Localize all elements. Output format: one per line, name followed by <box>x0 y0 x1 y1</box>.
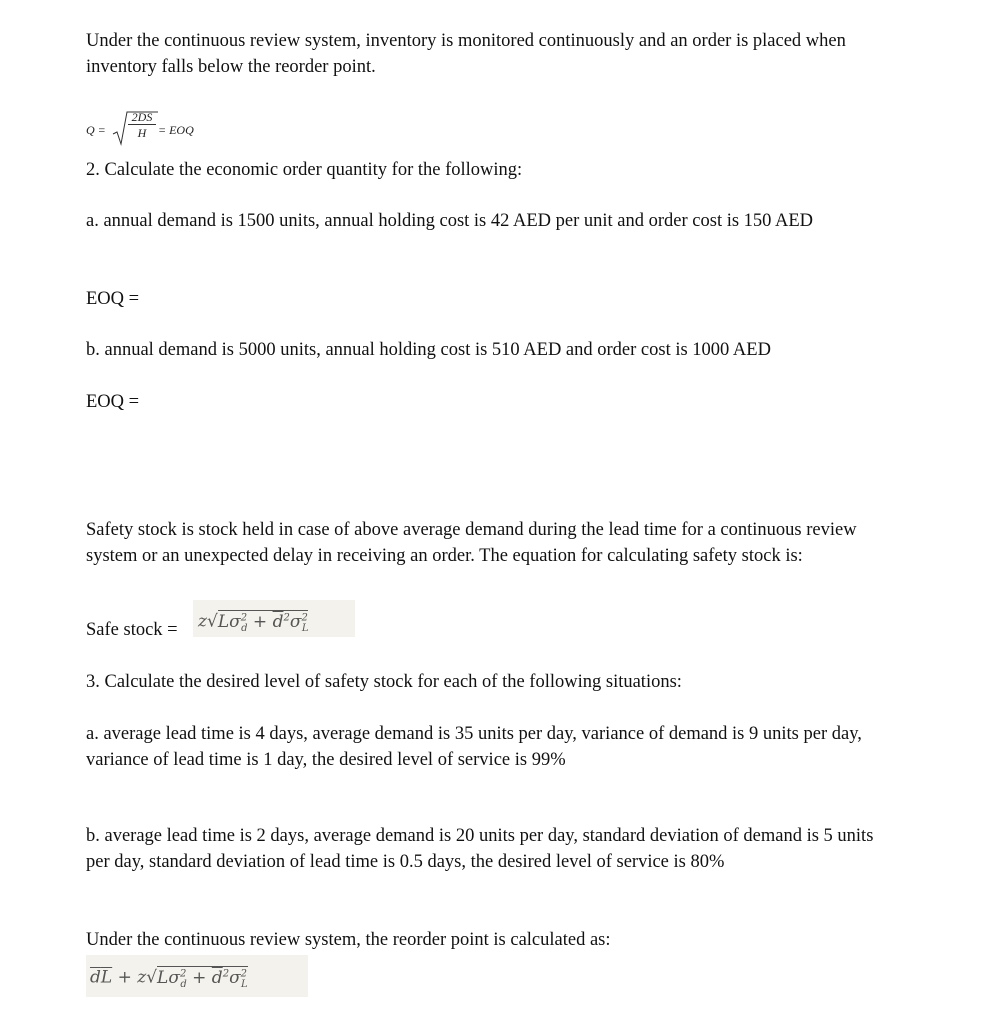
q3a-text: a. average lead time is 4 days, average demand is 35 units per day, variance of demand is 9 units per day, variance of lead time is 1 day, the desired level of service is 99% <box>86 724 862 770</box>
q2-heading: 2. Calculate the economic order quantity for the following: <box>86 160 523 180</box>
q2b-answer: EOQ = <box>86 392 140 412</box>
q2a-answer: EOQ = <box>86 289 140 309</box>
q2a-text: a. annual demand is 1500 units, annual holding cost is 42 AED per unit and order cost is 150 AED <box>86 211 814 231</box>
eoq-formula-lhs: Q = <box>86 123 106 137</box>
q3-heading: 3. Calculate the desired level of safety stock for each of the following situations: <box>86 672 682 692</box>
safety-intro: Safety stock is stock held in case of above average demand during the lead time for a continuous review system or an unexpected delay in receiving an order. The equation for calculating safety stock is: <box>86 520 857 566</box>
safety-label: Safe stock = <box>86 620 178 640</box>
safety-stock-formula: $z√L\sigma^2_d + \overline{d}^2\sigma^2_L$ <box>193 600 355 637</box>
intro-paragraph: Under the continuous review system, inventory is monitored continuously and an order is placed when inventory falls below the reorder point. <box>86 31 846 77</box>
q3b-text: b. average lead time is 2 days, average demand is 20 units per day, standard deviation of demand is 5 units per day, standard deviation of lead time is 0.5 days, the desired level of service is 80% <box>86 826 874 872</box>
eoq-fraction <box>128 110 156 141</box>
eoq-formula-rhs: = EOQ <box>158 123 194 137</box>
eoq-denominator: H <box>137 126 147 140</box>
reorder-point-formula: $\overline{d}\overline{L} + z√L\sigma^2_d + \overline{d}^2\sigma^2_L$ <box>86 955 308 997</box>
q2b-text: b. annual demand is 5000 units, annual holding cost is 510 AED and order cost is 1000 AED <box>86 340 771 360</box>
reorder-intro: Under the continuous review system, the reorder point is calculated as: <box>86 930 611 950</box>
eoq-numerator: 2DS <box>131 110 153 124</box>
